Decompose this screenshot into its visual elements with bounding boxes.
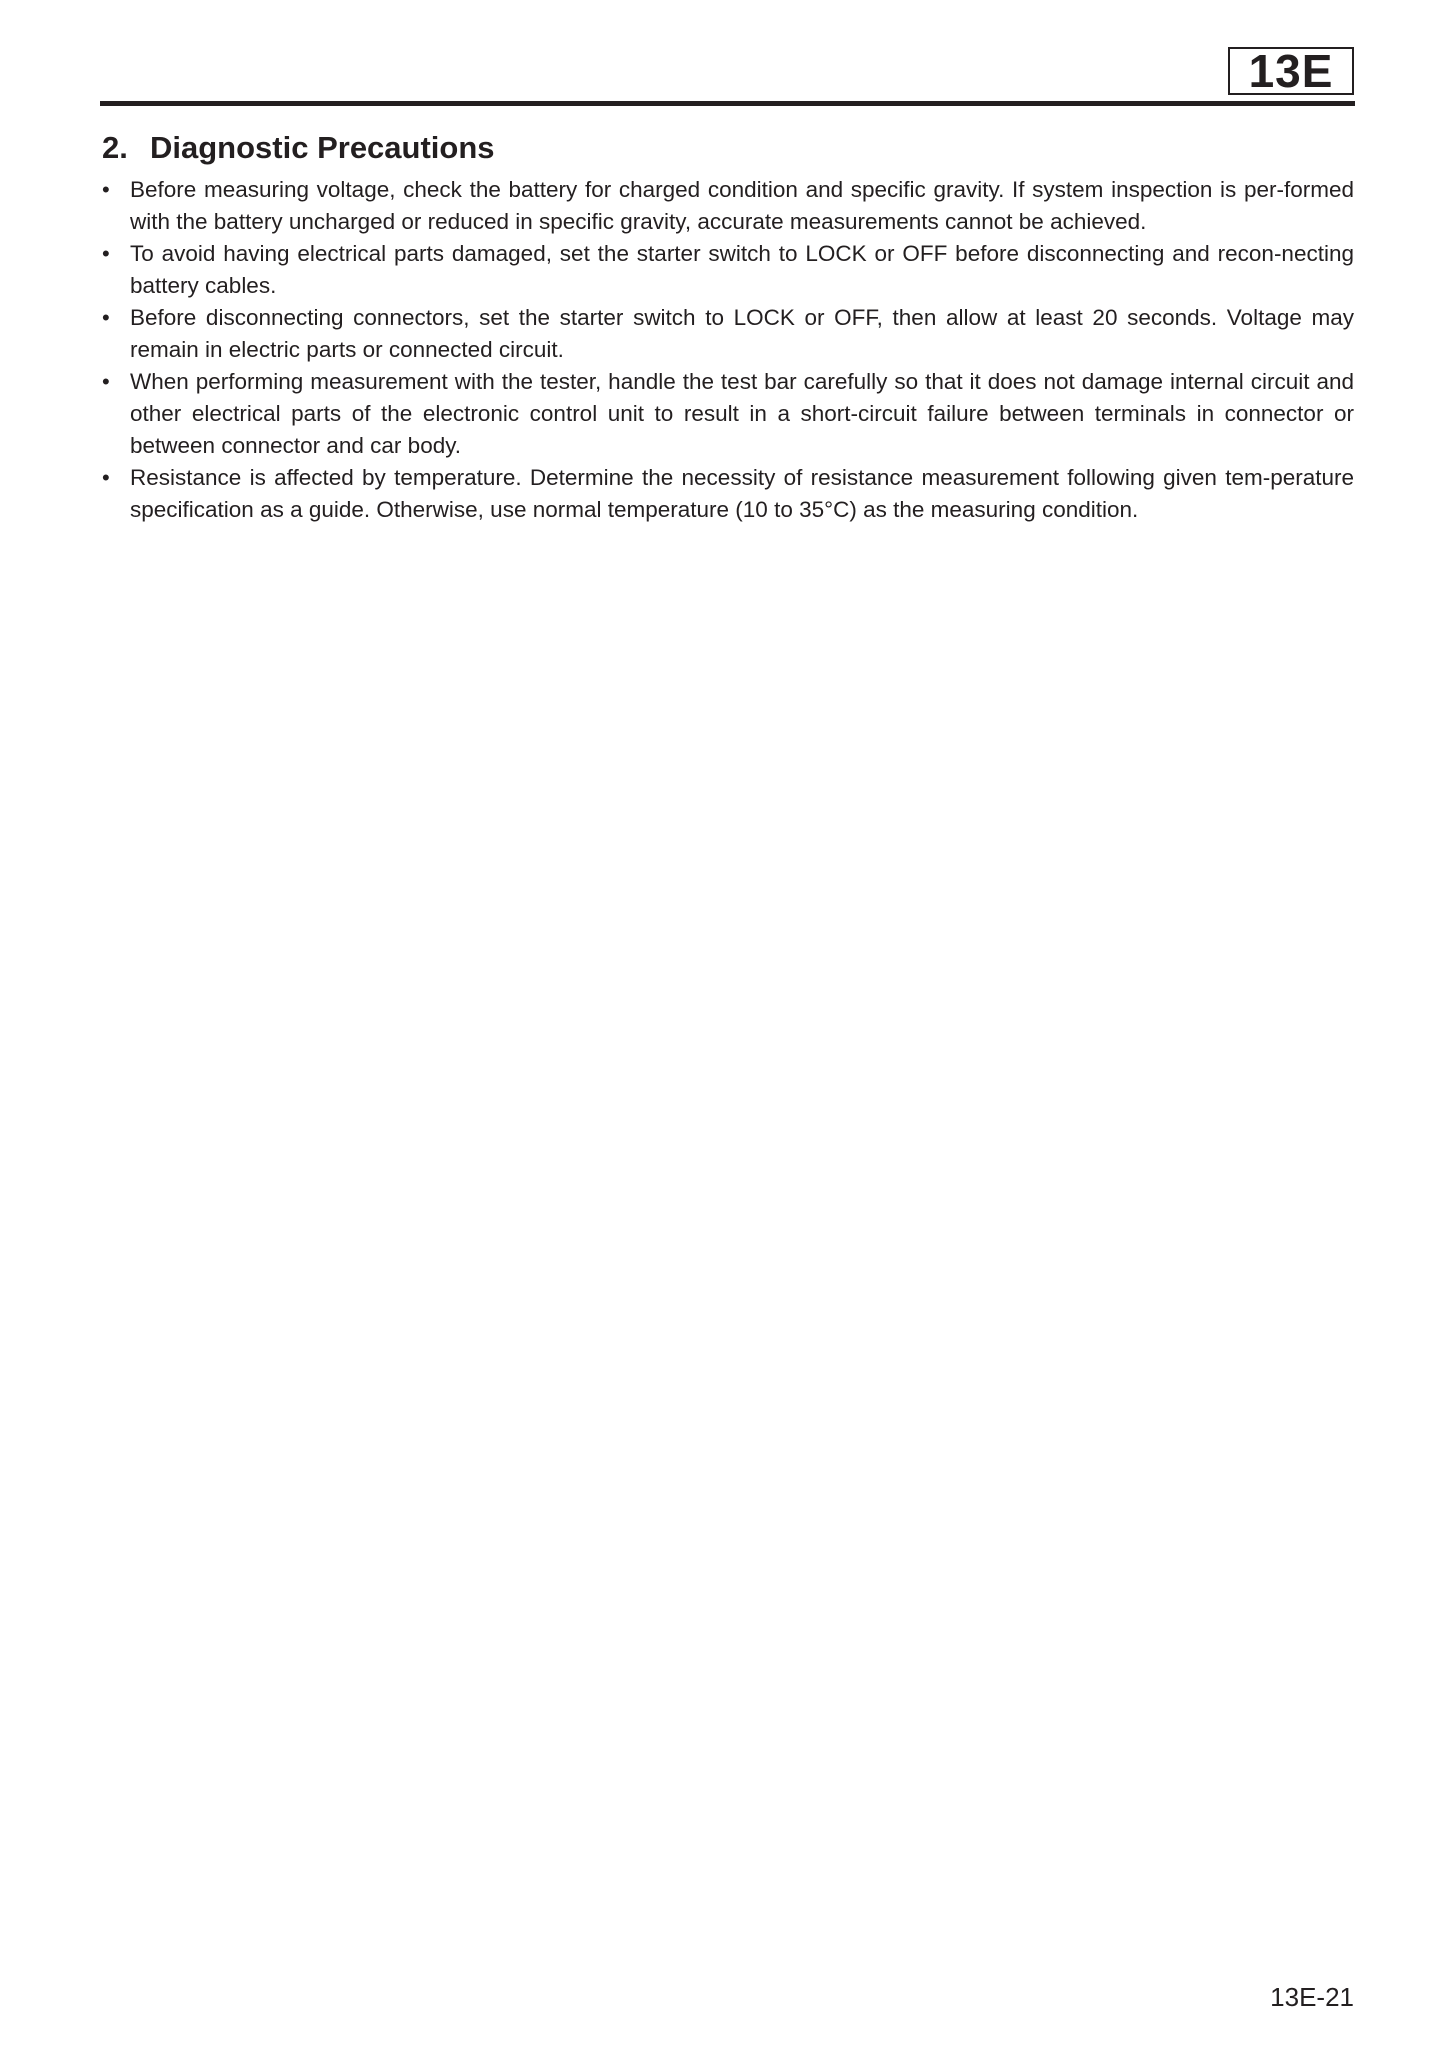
bullet-marker: • bbox=[102, 369, 110, 394]
list-item bbox=[102, 238, 1354, 302]
list-item bbox=[102, 174, 1354, 238]
header-rule bbox=[100, 101, 1355, 106]
bullet-marker: • bbox=[102, 241, 110, 266]
precautions-list bbox=[102, 174, 1354, 526]
list-item-text: When performing measurement with the tester, handle the test bar carefully so that it does not damage internal circuit and other electrical parts of the electronic control unit to result in a short-circuit failure between terminals in connector or between connector and car body. bbox=[130, 369, 1354, 458]
list-item bbox=[102, 462, 1354, 526]
section-heading bbox=[102, 128, 495, 168]
section-code-box: 13E bbox=[1228, 47, 1354, 95]
section-title: Diagnostic Precautions bbox=[150, 130, 495, 165]
bullet-marker: • bbox=[102, 305, 110, 330]
bullet-marker: • bbox=[102, 465, 110, 490]
section-number: 2. bbox=[102, 130, 128, 165]
list-item-text: Resistance is affected by temperature. Determine the necessity of resistance measurement following given tem-perature specification as a guide. Otherwise, use normal temperature (10 to 35°C) as the measuring condition. bbox=[130, 465, 1354, 522]
list-item bbox=[102, 366, 1354, 462]
list-item-text: Before disconnecting connectors, set the starter switch to LOCK or OFF, then allow at least 20 seconds. Voltage may remain in electric parts or connected circuit. bbox=[130, 305, 1354, 362]
list-item-text: To avoid having electrical parts damaged, set the starter switch to LOCK or OFF before disconnecting and recon-necting battery cables. bbox=[130, 241, 1354, 298]
list-item-text: Before measuring voltage, check the battery for charged condition and specific gravity. If system inspection is per-formed with the battery uncharged or reduced in specific gravity, accurate measurements cannot be achieved. bbox=[130, 177, 1354, 234]
bullet-marker: • bbox=[102, 177, 110, 202]
page-number: 13E-21 bbox=[1270, 1982, 1354, 2012]
list-item bbox=[102, 302, 1354, 366]
